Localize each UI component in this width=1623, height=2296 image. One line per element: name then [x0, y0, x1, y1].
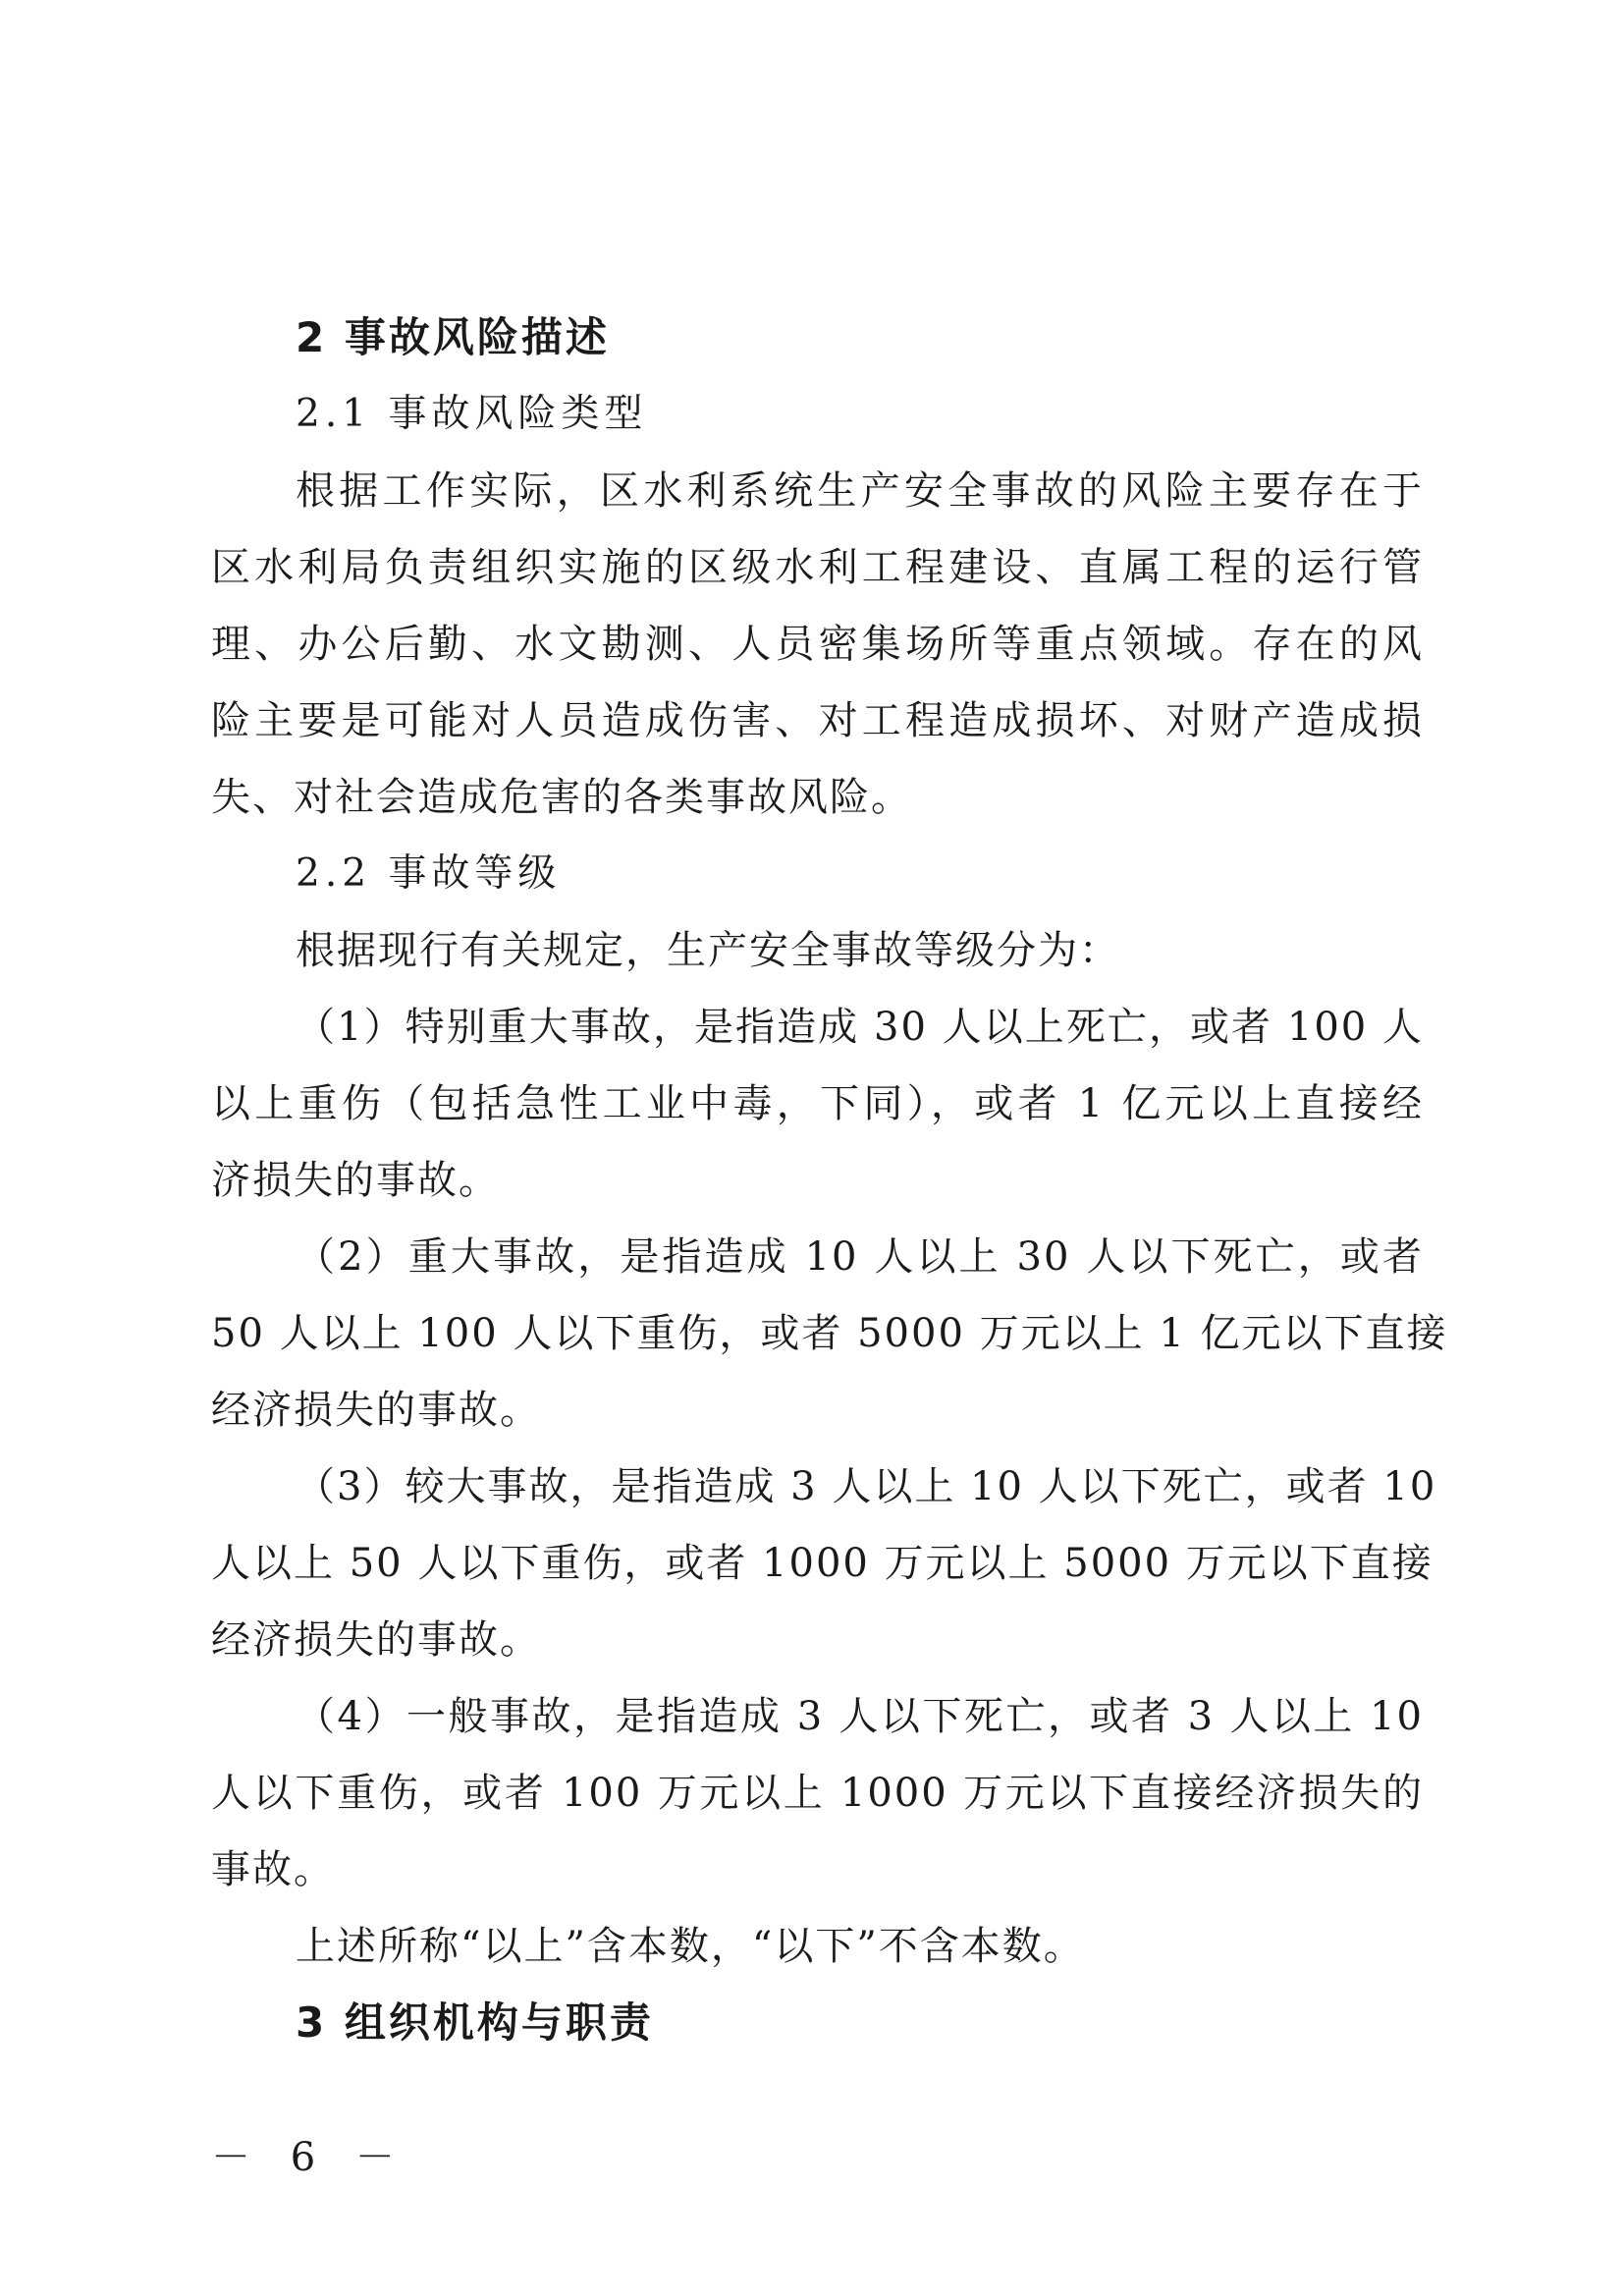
paragraph-line: 根据工作实际，区水利系统生产安全事故的风险主要存在于 [296, 468, 1424, 514]
paragraph-line: 根据现行有关规定，生产安全事故等级分为： [296, 928, 1120, 973]
list-item-line: 50 人以上 100 人以下重伤，或者 5000 万元以上 1 亿元以下直接 [211, 1311, 1448, 1356]
section-heading-2-2: 2.2 事故等级 [296, 851, 562, 896]
list-item-line: （3）较大事故，是指造成 3 人以上 10 人以下死亡，或者 10 [296, 1464, 1437, 1509]
list-item-line: （1）特别重大事故，是指造成 30 人以上死亡，或者 100 人 [296, 1005, 1424, 1050]
paragraph-line: 区水利局负责组织实施的区级水利工程建设、直属工程的运行管 [211, 545, 1424, 590]
section-heading-2-1: 2.1 事故风险类型 [296, 392, 648, 436]
list-item-line: 人以下重伤，或者 100 万元以上 1000 万元以下直接经济损失的 [211, 1771, 1424, 1816]
section-heading-2: 2 事故风险描述 [296, 313, 610, 361]
paragraph-line: 失、对社会造成危害的各类事故风险。 [211, 775, 912, 820]
list-item-line: 经济损失的事故。 [211, 1388, 541, 1433]
list-item-line: （2）重大事故，是指造成 10 人以上 30 人以下死亡，或者 [296, 1234, 1424, 1280]
paragraph-line: 理、办公后勤、水文勘测、人员密集场所等重点领域。存在的风 [211, 622, 1424, 667]
list-item-line: 济损失的事故。 [211, 1158, 500, 1203]
section-heading-3: 3 组织机构与职责 [296, 1998, 654, 2047]
list-item-line: 以上重伤（包括急性工业中毒，下同），或者 1 亿元以上直接经 [211, 1081, 1424, 1126]
list-item-line: 人以上 50 人以下重伤，或者 1000 万元以上 5000 万元以下直接 [211, 1541, 1434, 1586]
paragraph-line: 险主要是可能对人员造成伤害、对工程造成损坏、对财产造成损 [211, 698, 1424, 743]
list-item-line: 经济损失的事故。 [211, 1617, 541, 1663]
list-item-line: （4）一般事故，是指造成 3 人以下死亡，或者 3 人以上 10 [296, 1694, 1424, 1739]
document-body [211, 300, 1448, 2061]
list-item-line: 事故。 [211, 1847, 335, 1892]
note-line: 上述所称“以上”含本数，“以下”不含本数。 [296, 1924, 1085, 1969]
page-number: － 6 － [211, 2135, 408, 2180]
